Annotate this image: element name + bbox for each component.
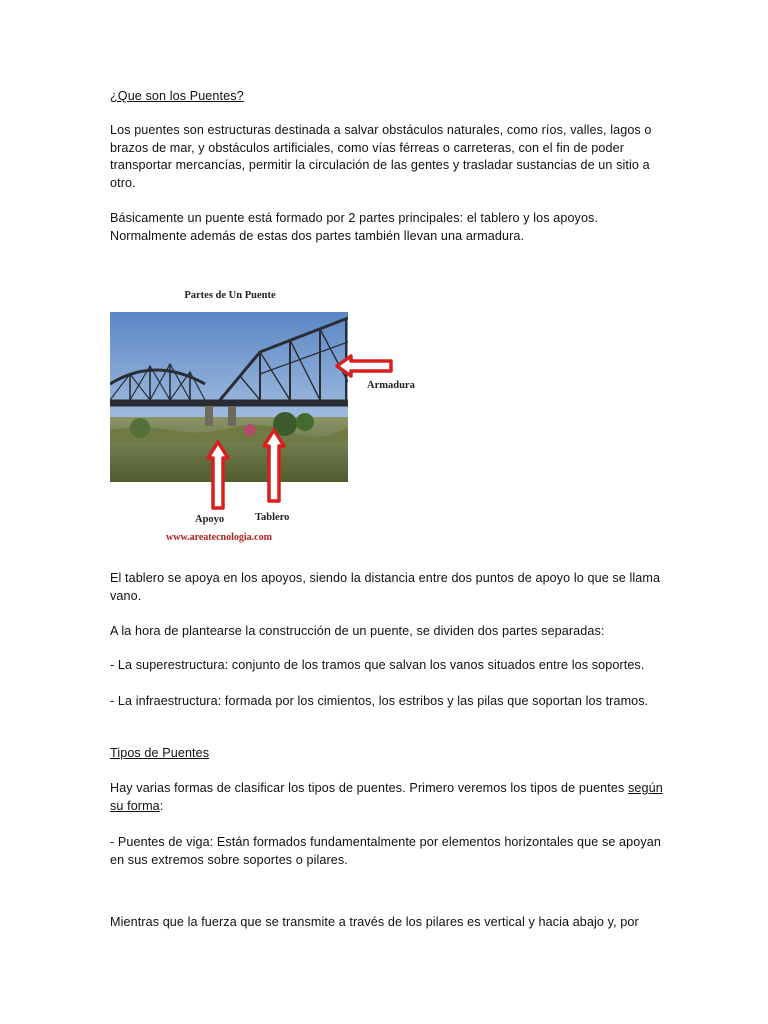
arrow-apoyo (206, 440, 230, 510)
label-tablero: Tablero (255, 512, 290, 523)
paragraph-partes: Básicamente un puente está formado por 2 partes principales: el tablero y los apoyos. Normalmente además de estas dos partes también llevan una armadura. (110, 211, 599, 243)
label-apoyo: Apoyo (195, 514, 225, 525)
arrow-tablero (262, 428, 286, 503)
paragraph-fuerza: Mientras que la fuerza que se transmite a través de los pilares es vertical y hacia abajo y, por (110, 915, 639, 929)
heading-que-son-los-puentes: ¿Que son los Puentes? (110, 89, 244, 103)
figure-title: Partes de Un Puente (184, 290, 276, 301)
paragraph-infraestructura: - La infraestructura: formada por los cimientos, los estribos y las pilas que soportan los tramos. (110, 694, 649, 708)
label-armadura: Armadura (367, 380, 415, 391)
heading-tipos-de-puentes: Tipos de Puentes (110, 746, 210, 760)
link-segun-su-forma[interactable]: según su forma (110, 781, 663, 813)
paragraph-definicion: Los puentes son estructuras destinada a salvar obstáculos naturales, como ríos, valles, lagos o brazos de mar, y obstáculos artificiales, como vías férreas o carreteras, con el fin de poder transportar mercancías, permitir la circulación de las gentes y trasladar sustancias de un sitio a otro. (110, 123, 652, 190)
paragraph-clasificacion (110, 780, 670, 815)
bridge-parts-figure (110, 278, 425, 550)
paragraph-clasificacion-text: Hay varias formas de clasificar los tipos de puentes. Primero veremos los tipos de puentes (110, 781, 628, 795)
arrow-armadura (335, 354, 395, 378)
figure-source-url: www.areatecnologia.com (166, 532, 272, 543)
paragraph-puentes-de-viga: - Puentes de viga: Están formados fundamentalmente por elementos horizontales que se apoyan en sus extremos sobre soportes o pilares. (110, 835, 661, 867)
paragraph-construccion: A la hora de plantearse la construcción de un puente, se dividen dos partes separadas: (110, 624, 605, 638)
paragraph-tablero: El tablero se apoya en los apoyos, siendo la distancia entre dos puntos de apoyo lo que se llama vano. (110, 571, 661, 603)
paragraph-clasificacion-end: : (159, 798, 164, 813)
paragraph-superestructura: - La superestructura: conjunto de los tramos que salvan los vanos situados entre los soportes. (110, 658, 645, 672)
